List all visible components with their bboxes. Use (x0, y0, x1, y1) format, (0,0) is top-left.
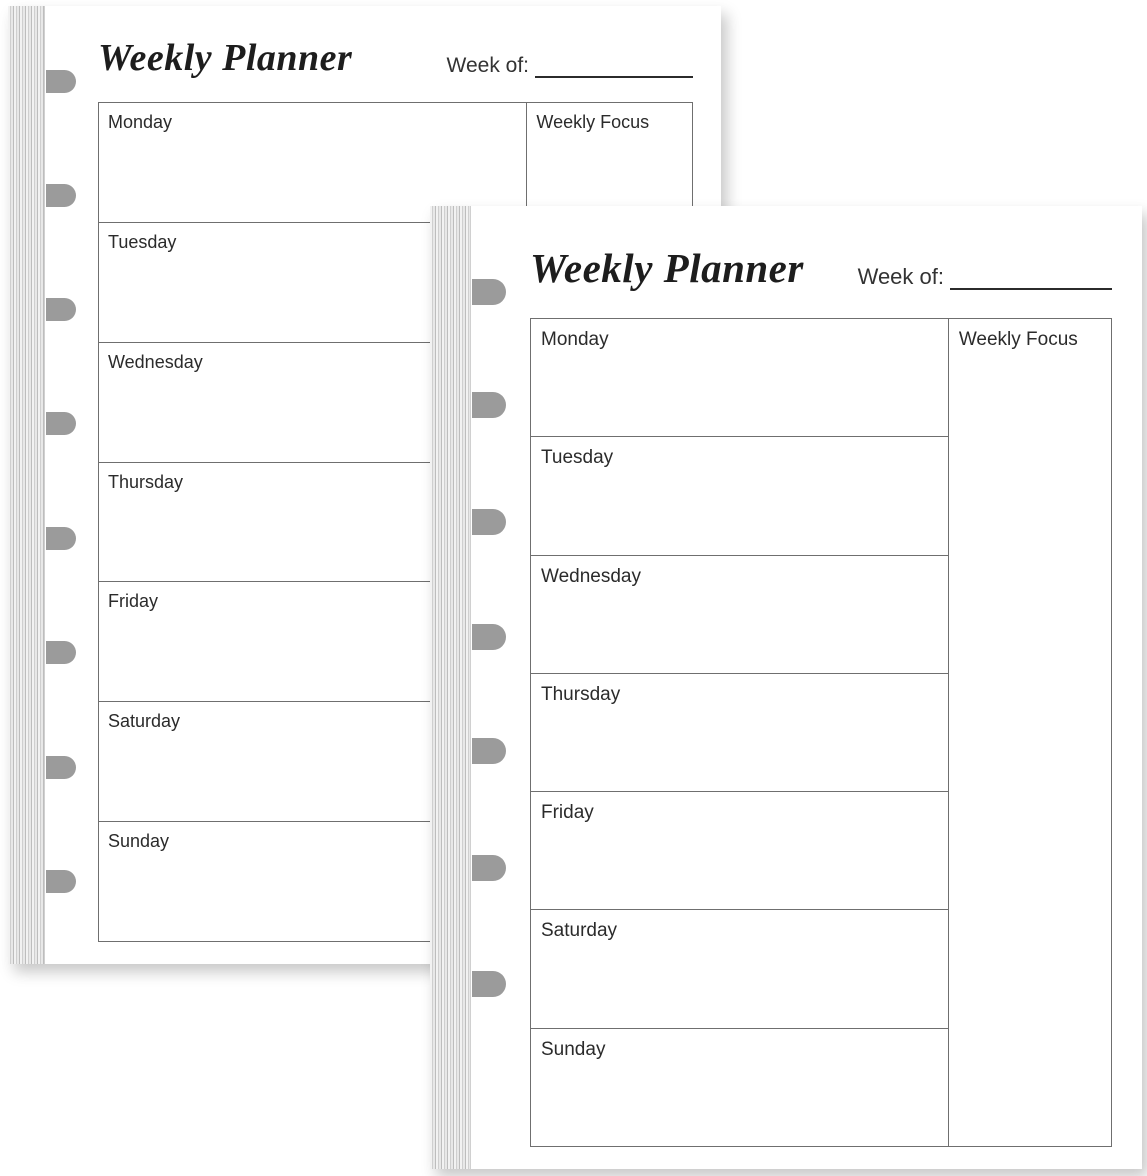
day-row[interactable] (531, 674, 948, 792)
week-of-field (447, 54, 693, 80)
day-label: Thursday (108, 471, 184, 492)
weekly-focus-column[interactable] (948, 319, 1111, 1146)
planner-sheet-front (430, 206, 1142, 1169)
day-label: Tuesday (541, 447, 614, 469)
day-label: Sunday (108, 831, 170, 852)
day-label: Friday (541, 802, 594, 824)
weekly-focus-label: Weekly Focus (958, 329, 1078, 350)
disc-binding-strip (430, 206, 471, 1169)
day-label: Monday (108, 112, 173, 132)
disc-binding-strip (8, 6, 45, 964)
day-row[interactable] (531, 556, 948, 674)
day-label: Friday (108, 591, 159, 612)
weekly-focus-label: Weekly Focus (536, 112, 650, 132)
day-row[interactable] (99, 103, 526, 223)
page-header (530, 244, 1112, 292)
planner-grid (530, 318, 1112, 1147)
days-column (531, 319, 948, 1146)
day-row[interactable] (531, 792, 948, 910)
page-content-front (472, 206, 1142, 1169)
page-title: Weekly Planner (530, 245, 804, 291)
day-label: Sunday (541, 1038, 606, 1060)
day-label: Saturday (108, 711, 181, 732)
week-of-label: Week of: (857, 264, 944, 289)
day-row[interactable] (531, 1029, 948, 1146)
day-label: Saturday (541, 920, 618, 942)
day-label: Monday (541, 329, 609, 350)
day-row[interactable] (531, 319, 948, 437)
week-of-write-line[interactable] (535, 62, 693, 78)
day-label: Tuesday (108, 231, 177, 252)
week-of-write-line[interactable] (950, 274, 1112, 290)
day-label: Thursday (541, 683, 621, 705)
page-header (98, 36, 693, 80)
day-row[interactable] (531, 437, 948, 555)
day-label: Wednesday (108, 351, 203, 372)
page-title: Weekly Planner (98, 37, 353, 79)
day-label: Wednesday (541, 565, 641, 587)
week-of-field (858, 264, 1112, 292)
week-of-label: Week of: (446, 54, 529, 77)
day-row[interactable] (531, 910, 948, 1028)
